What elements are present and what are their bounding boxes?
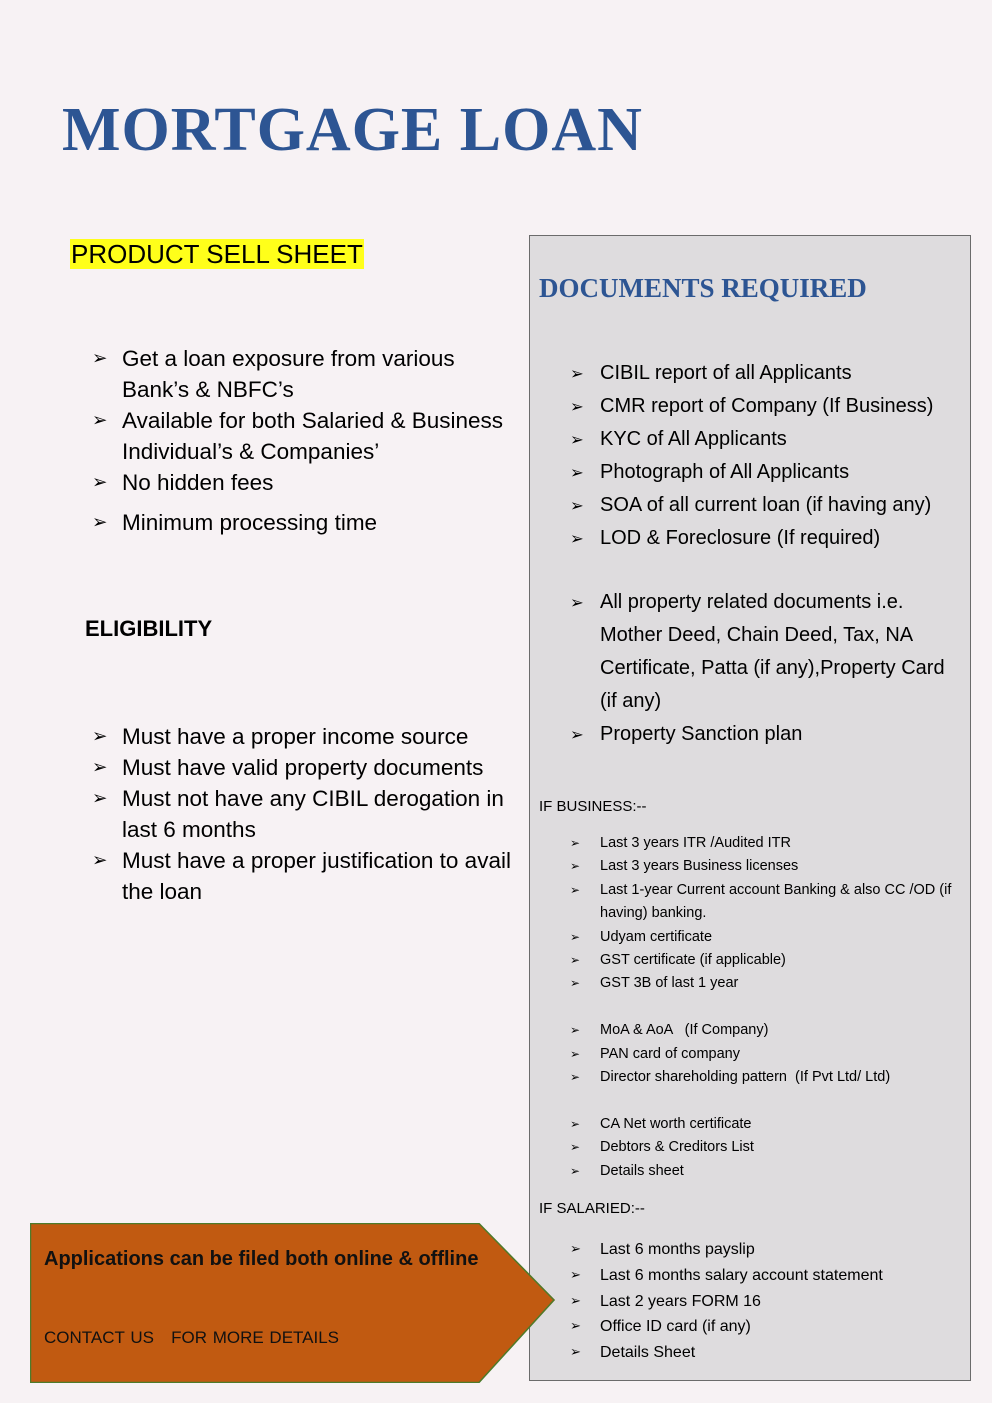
list-item <box>570 586 950 718</box>
document-text: Photograph of All Applicants <box>600 461 850 483</box>
arrow-bullet-icon: ➢ <box>570 1070 580 1085</box>
arrow-bullet-icon: ➢ <box>570 1116 580 1131</box>
arrow-bullet-icon: ➢ <box>92 757 108 778</box>
document-text: Details Sheet <box>600 1344 696 1362</box>
list-item <box>570 1113 960 1136</box>
document-text: CA Net worth certificate <box>600 1115 752 1132</box>
document-text: Last 2 years FORM 16 <box>600 1292 761 1310</box>
feature-text: Available for both Salaried & Business Individual’s & Companies’ <box>122 408 504 464</box>
list-item <box>570 489 960 522</box>
list-item <box>92 343 512 405</box>
list-item <box>570 1289 960 1315</box>
product-sell-sheet-label: PRODUCT SELL SHEET <box>71 239 363 269</box>
list-item <box>570 1237 960 1263</box>
salaried-documents-list <box>570 1237 960 1366</box>
eligibility-text: Must not have any CIBIL derogation in last 6 months <box>122 786 504 842</box>
arrow-bullet-icon: ➢ <box>570 1293 581 1309</box>
list-item <box>570 456 960 489</box>
list-item <box>570 832 960 855</box>
list-item <box>570 522 960 555</box>
arrow-bullet-icon: ➢ <box>570 397 584 416</box>
business-label: IF BUSINESS:-- <box>539 798 647 815</box>
arrow-bullet-icon: ➢ <box>92 788 108 809</box>
document-text: Last 6 months salary account statement <box>600 1266 883 1284</box>
features-list <box>92 343 512 538</box>
document-text: GST 3B of last 1 year <box>600 975 739 992</box>
feature-text: Minimum processing time <box>122 510 378 535</box>
document-text: Last 1-year Current account Banking & also CC /OD (if having) banking. <box>600 881 952 922</box>
eligibility-heading: ELIGIBILITY <box>85 616 213 641</box>
list-item <box>92 467 512 498</box>
page-title: MORTGAGE LOAN <box>62 96 643 164</box>
document-text: CMR report of Company (If Business) <box>600 395 934 417</box>
arrow-bullet-icon: ➢ <box>92 512 108 533</box>
document-text: Property Sanction plan <box>600 723 803 745</box>
list-item <box>92 405 512 467</box>
feature-text: No hidden fees <box>122 470 274 495</box>
list-item <box>92 507 512 538</box>
document-text: Last 3 years Business licenses <box>600 858 799 875</box>
arrow-bullet-icon: ➢ <box>92 348 108 369</box>
list-item <box>570 1263 960 1289</box>
cta-application-text: Applications can be filed both online & offline <box>44 1248 479 1270</box>
contact-us-text[interactable]: CONTACT US FOR MORE DETAILS <box>44 1328 340 1347</box>
arrow-bullet-icon: ➢ <box>570 1319 581 1335</box>
list-item <box>570 718 950 751</box>
arrow-bullet-icon: ➢ <box>92 726 108 747</box>
document-text: All property related documents i.e. Mother Deed, Chain Deed, Tax, NA Certificate, Patta (if any),Property Card (if any) <box>600 591 945 712</box>
salaried-label: IF SALARIED:-- <box>539 1200 645 1217</box>
arrow-bullet-icon: ➢ <box>570 593 584 612</box>
arrow-bullet-icon: ➢ <box>570 859 580 874</box>
arrow-bullet-icon: ➢ <box>570 1140 580 1155</box>
arrow-bullet-icon: ➢ <box>570 496 584 515</box>
list-item <box>570 972 960 995</box>
arrow-bullet-icon: ➢ <box>570 1345 581 1361</box>
document-text: Last 3 years ITR /Audited ITR <box>600 835 791 851</box>
arrow-bullet-icon: ➢ <box>570 529 584 548</box>
list-item <box>92 845 512 907</box>
arrow-bullet-icon: ➢ <box>570 882 580 897</box>
list-item <box>570 879 960 926</box>
list-item <box>570 926 960 949</box>
arrow-bullet-icon: ➢ <box>570 929 580 944</box>
documents-panel <box>529 235 971 1381</box>
arrow-bullet-icon: ➢ <box>570 1046 580 1061</box>
arrow-bullet-icon: ➢ <box>570 1242 581 1257</box>
list-item <box>570 1043 960 1066</box>
arrow-bullet-icon: ➢ <box>570 953 580 968</box>
document-text: Udyam certificate <box>600 928 713 945</box>
arrow-bullet-icon: ➢ <box>570 836 580 850</box>
list-item <box>570 1136 960 1159</box>
list-item <box>570 1160 960 1183</box>
list-item <box>570 423 960 456</box>
list-item <box>570 357 960 390</box>
list-item <box>570 855 960 878</box>
arrow-bullet-icon: ➢ <box>570 1267 581 1283</box>
eligibility-list <box>92 721 512 907</box>
list-item <box>570 1314 960 1340</box>
list-item <box>570 1340 960 1366</box>
document-text: PAN card of company <box>600 1045 740 1062</box>
business-documents-list <box>570 832 960 1183</box>
arrow-bullet-icon: ➢ <box>570 1023 580 1038</box>
arrow-bullet-icon: ➢ <box>570 976 580 991</box>
document-text: LOD & Foreclosure (If required) <box>600 527 881 549</box>
document-text: SOA of all current loan (if having any) <box>600 494 932 516</box>
list-item <box>570 1066 960 1089</box>
document-text: Debtors & Creditors List <box>600 1139 754 1156</box>
document-text: Office ID card (if any) <box>600 1318 751 1336</box>
documents-heading: DOCUMENTS REQUIRED <box>539 273 867 303</box>
document-text: Last 6 months payslip <box>600 1241 755 1258</box>
list-item <box>92 721 512 752</box>
document-text: GST certificate (if applicable) <box>600 952 786 969</box>
document-text: KYC of All Applicants <box>600 428 787 450</box>
document-text: Director shareholding pattern (If Pvt Ltd/ Ltd) <box>600 1069 891 1086</box>
list-item <box>92 752 512 783</box>
arrow-bullet-icon: ➢ <box>92 850 108 871</box>
arrow-bullet-icon: ➢ <box>570 430 584 449</box>
list-item <box>570 390 960 423</box>
general-documents-list <box>570 357 960 555</box>
feature-text: Get a loan exposure from various Bank’s & NBFC’s <box>122 346 455 402</box>
document-text: CIBIL report of all Applicants <box>600 362 852 384</box>
property-documents-list <box>570 586 950 751</box>
arrow-bullet-icon: ➢ <box>570 725 584 744</box>
eligibility-text: Must have a proper justification to avail the loan <box>122 848 511 904</box>
eligibility-text: Must have a proper income source <box>122 724 469 749</box>
eligibility-text: Must have valid property documents <box>122 755 484 780</box>
list-item <box>570 1019 960 1042</box>
list-item <box>570 949 960 972</box>
list-item <box>92 783 512 845</box>
arrow-bullet-icon: ➢ <box>92 472 108 493</box>
arrow-bullet-icon: ➢ <box>92 410 108 431</box>
document-text: MoA & AoA (If Company) <box>600 1022 769 1039</box>
document-text: Details sheet <box>600 1162 684 1179</box>
arrow-bullet-icon: ➢ <box>570 1163 580 1178</box>
arrow-bullet-icon: ➢ <box>570 364 584 383</box>
arrow-bullet-icon: ➢ <box>570 463 584 482</box>
